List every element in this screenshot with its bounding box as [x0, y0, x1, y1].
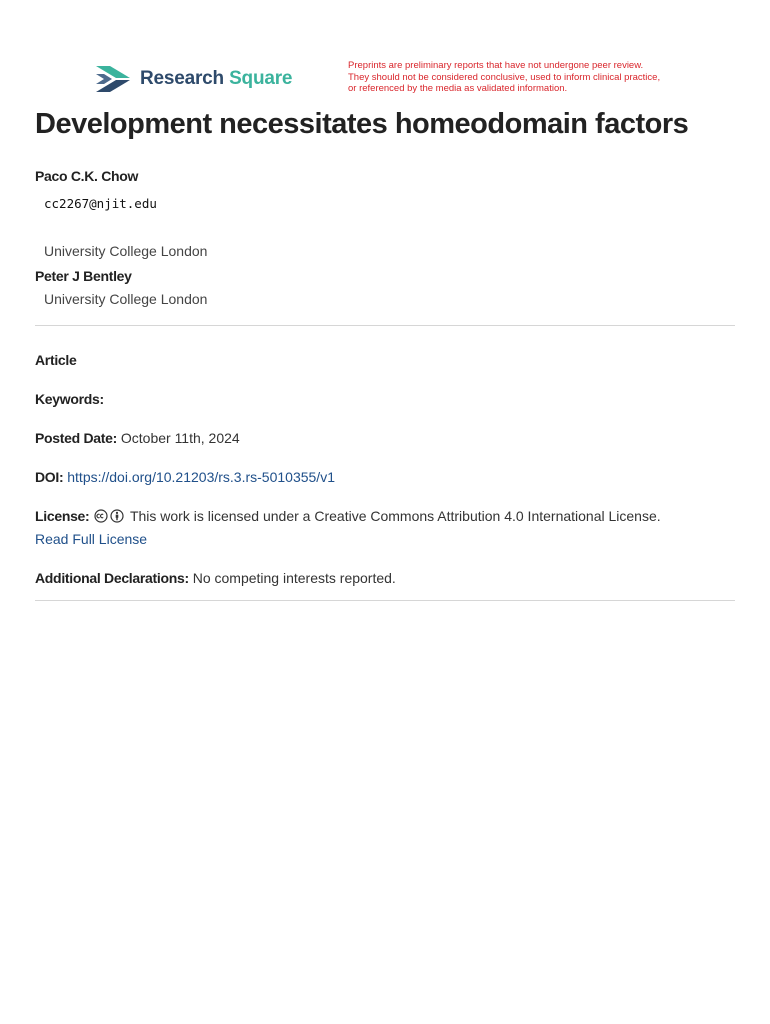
doi-label: DOI:: [35, 469, 64, 485]
preprint-notice-line: or referenced by the media as validated information.: [348, 83, 568, 94]
license-text: This work is licensed under a Creative Commons Attribution 4.0 International License.: [129, 508, 661, 524]
attribution-icon: [110, 509, 124, 523]
preprint-notice-line: They should not be considered conclusive, used to inform clinical practice,: [348, 71, 661, 83]
preprint-notice-line: Preprints are preliminary reports that have not undergone peer review.: [348, 60, 644, 71]
cc-license-icons: [94, 509, 124, 523]
posted-date-label: Posted Date:: [35, 430, 117, 446]
creative-commons-icon: [94, 509, 108, 523]
read-full-license-link[interactable]: Read Full License: [35, 531, 148, 547]
section-divider: [35, 600, 735, 601]
declarations-value: No competing interests reported.: [192, 570, 396, 586]
research-square-logo-icon: [94, 64, 132, 94]
license-label: License:: [35, 508, 90, 524]
author-name[interactable]: Paco C.K. Chow: [35, 168, 139, 184]
author-name[interactable]: Peter J Bentley: [35, 268, 132, 284]
author-email[interactable]: cc2267@njit.edu: [44, 196, 157, 211]
article-type: [35, 352, 76, 368]
posted-date-row: [35, 430, 240, 446]
research-square-logo[interactable]: [94, 64, 292, 94]
author-affiliation: University College London: [44, 243, 208, 259]
read-license-row: [35, 531, 147, 547]
posted-date-value: October 11th, 2024: [120, 430, 240, 446]
section-divider: [35, 325, 735, 326]
paper-title: Development necessitates homeodomain factors: [35, 108, 689, 140]
declarations-label: Additional Declarations:: [35, 570, 189, 586]
keywords-row: [35, 391, 104, 407]
doi-link[interactable]: https://doi.org/10.21203/rs.3.rs-5010355/v1: [67, 469, 335, 485]
declarations-row: [35, 570, 396, 586]
license-row: [35, 508, 661, 524]
doi-row: [35, 469, 335, 485]
logo-wordmark: Research Square: [140, 68, 293, 89]
article-type-label: Article: [35, 352, 77, 368]
author-affiliation: University College London: [44, 291, 208, 307]
preprint-notice: [348, 60, 748, 95]
keywords-label: Keywords:: [35, 391, 104, 407]
